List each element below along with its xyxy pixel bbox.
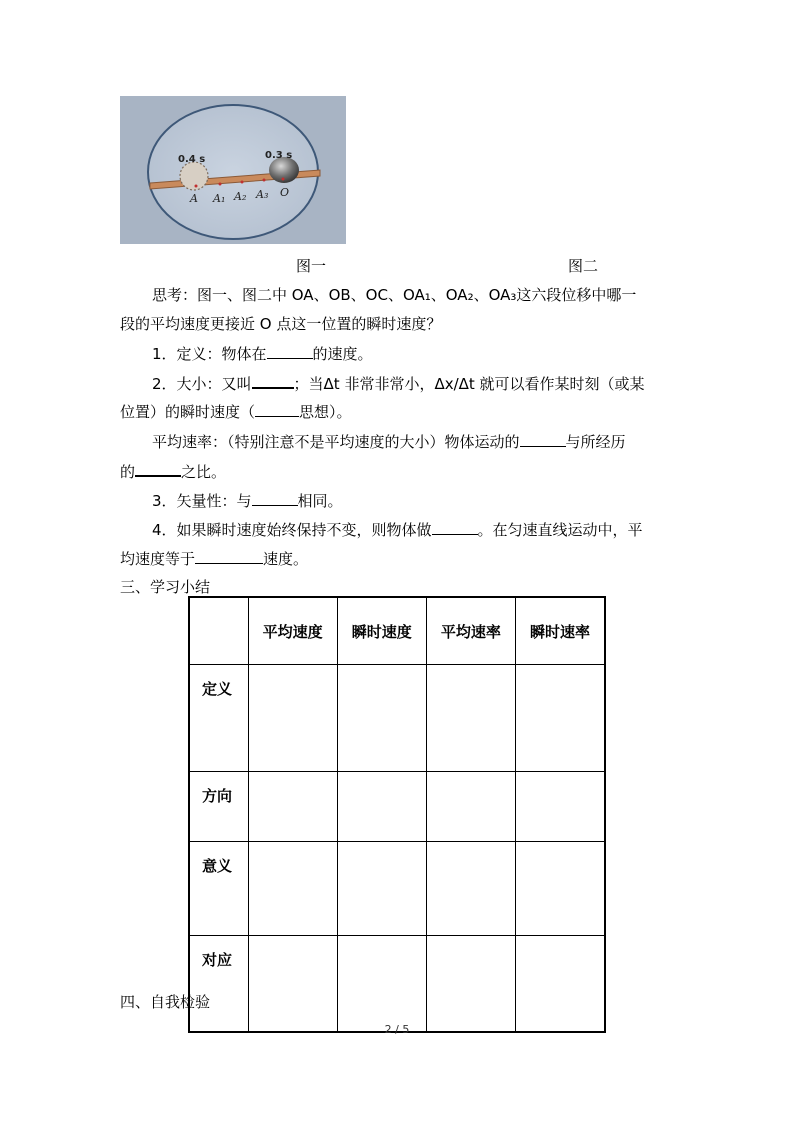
table-row-header: 定义	[189, 665, 248, 772]
caption-figure-2: 图二	[568, 257, 599, 275]
definition-line	[152, 342, 712, 365]
constant-blank-2[interactable]	[195, 547, 263, 564]
vector-line	[152, 489, 712, 512]
size-blank[interactable]	[252, 371, 294, 389]
constant-line-1	[152, 518, 712, 541]
table-row	[189, 772, 605, 842]
table-header-row	[189, 597, 605, 665]
table-corner-cell	[189, 597, 248, 665]
table-row-header: 对应	[189, 936, 248, 1033]
table-cell[interactable]	[337, 772, 426, 842]
size-line2-prefix: 位置）的瞬时速度（	[120, 403, 256, 421]
rate-suffix: 与所经历	[565, 433, 626, 451]
rate-line2-prefix: 的	[120, 463, 136, 481]
time-label-left: 0.4 s	[178, 154, 206, 165]
table-cell[interactable]	[515, 842, 605, 936]
vector-blank[interactable]	[252, 489, 298, 506]
table-row	[189, 665, 605, 772]
definition-blank[interactable]	[267, 342, 313, 359]
point-label-a3: A₃	[256, 188, 269, 201]
definition-prefix: 1．定义：物体在	[152, 345, 267, 363]
table-header-cell: 平均速度	[248, 597, 337, 665]
table-cell[interactable]	[426, 936, 515, 1033]
section-4-heading: 四、自我检验	[120, 993, 211, 1011]
rate-line2-suffix: 之比。	[181, 463, 227, 481]
size-line-2	[120, 400, 680, 423]
constant-blank-1[interactable]	[432, 518, 478, 535]
table-cell[interactable]	[426, 772, 515, 842]
table-row-header: 意义	[189, 842, 248, 936]
vector-suffix: 相同。	[297, 492, 343, 510]
thought-blank[interactable]	[255, 400, 299, 417]
rate-prefix: 平均速率：（特别注意不是平均速度的大小）物体运动的	[152, 433, 520, 451]
size-line2-suffix: 思想）。	[299, 403, 352, 421]
size-middle: ；当Δt 非常非常小，Δx/Δt 就可以看作某时刻（或某	[293, 375, 645, 393]
table-cell[interactable]	[515, 772, 605, 842]
table-cell[interactable]	[248, 772, 337, 842]
think-line-1: 思考：图一、图二中 OA、OB、OC、OA₁、OA₂、OA₃这六段位移中哪一	[152, 286, 637, 304]
rate-line-1	[152, 430, 712, 453]
think-line-2: 段的平均速度更接近 O 点这一位置的瞬时速度？	[120, 315, 442, 333]
vector-prefix: 3．矢量性：与	[152, 492, 252, 510]
table-cell[interactable]	[248, 842, 337, 936]
time-label-right: 0.3 s	[265, 150, 293, 161]
constant-line2-suffix: 速度。	[263, 550, 309, 568]
point-label-o: O	[280, 186, 290, 199]
point-label-a2: A₂	[234, 190, 247, 203]
table-row	[189, 936, 605, 1033]
constant-line-2	[120, 547, 680, 570]
rate-line-2	[120, 459, 680, 483]
table-cell[interactable]	[426, 665, 515, 772]
table-header-cell: 瞬时速度	[337, 597, 426, 665]
table-row	[189, 842, 605, 936]
point-label-a: A	[190, 192, 198, 205]
table-cell[interactable]	[337, 665, 426, 772]
summary-table	[188, 596, 606, 1033]
table-cell[interactable]	[515, 936, 605, 1033]
table-cell[interactable]	[337, 936, 426, 1033]
table-cell[interactable]	[426, 842, 515, 936]
rate-blank-1[interactable]	[520, 430, 566, 447]
table-cell[interactable]	[515, 665, 605, 772]
table-cell[interactable]	[248, 665, 337, 772]
figure-ball-on-track	[120, 96, 346, 244]
table-row-header: 方向	[189, 772, 248, 842]
table-header-cell: 瞬时速率	[515, 597, 605, 665]
point-label-a1: A₁	[213, 192, 226, 205]
caption-figure-1: 图一	[296, 257, 327, 275]
constant-prefix: 4．如果瞬时速度始终保持不变，则物体做	[152, 521, 432, 539]
table-cell[interactable]	[248, 936, 337, 1033]
size-prefix: 2．大小：又叫	[152, 375, 252, 393]
size-line-1	[152, 371, 712, 395]
constant-suffix: 。在匀速直线运动中，平	[477, 521, 643, 539]
constant-line2-prefix: 均速度等于	[120, 550, 196, 568]
table-cell[interactable]	[337, 842, 426, 936]
section-3-heading: 三、学习小结	[120, 578, 211, 596]
rate-blank-2[interactable]	[135, 459, 181, 477]
page-number: 2 / 5	[384, 1023, 410, 1036]
table-header-cell: 平均速率	[426, 597, 515, 665]
definition-suffix: 的速度。	[312, 345, 373, 363]
